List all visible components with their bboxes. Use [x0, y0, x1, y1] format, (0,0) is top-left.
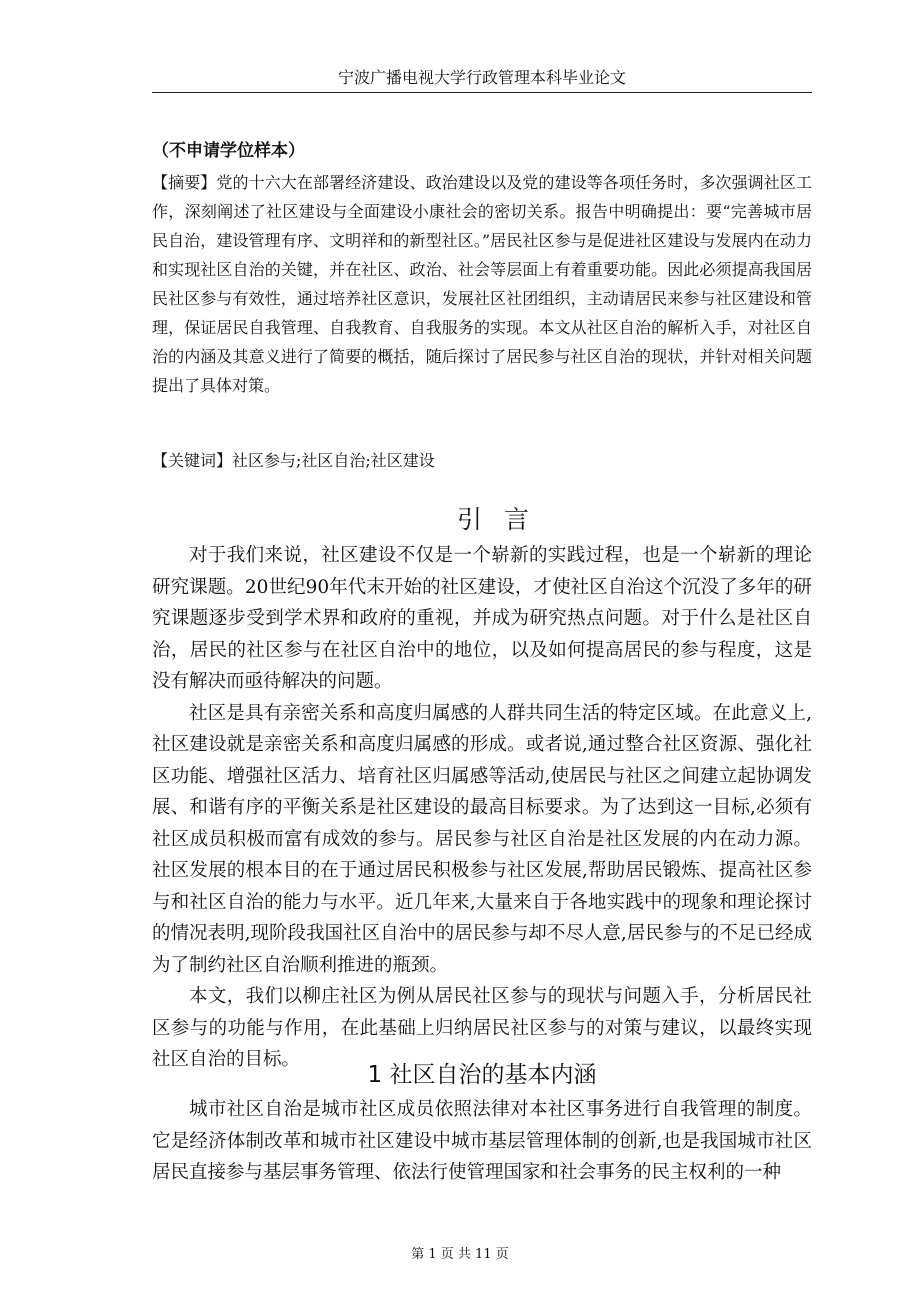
intro-paragraph: 社区是具有亲密关系和高度归属感的人群共同生活的特定区域。在此意义上,社区建设就是亲密关系和高度归属感的形成。或者说,通过整合社区资源、强化社区功能、增强社区活力、培育社区归属感等活动,使居民与社区之间建立起协调发展、和谐有序的平衡关系是社区建设的最高目标要求。为了达到这一目标,必须有社区成员积极而富有成效的参与。居民参与社区自治是社区发展的内在动力源。社区发展的根本目的在于通过居民积极参与社区发展,帮助居民锻炼、提高社区参与和社区自治的能力与水平。近几年来,大量来自于各地实践中的现象和理论探讨的情况表明,现阶段我国社区自治中的居民参与却不尽人意,居民参与的不足已经成为了制约社区自治顺利推进的瓶颈。 [152, 702, 812, 976]
sample-note: （不申请学位样本） [152, 141, 305, 161]
abstract [152, 168, 812, 400]
keywords [152, 448, 812, 474]
intro-heading: 引言 [456, 505, 551, 534]
section-1-paragraph: 城市社区自治是城市社区成员依照法律对本社区事务进行自我管理的制度。它是经济体制改革和城市社区建设中城市基层管理体制的创新,也是我国城市社区居民直接参与基层事务管理、依法行使管理国家和社会事务的民主权利的一种 [152, 1099, 812, 1183]
section-1-heading: 1 社区自治的基本内涵 [367, 1062, 597, 1088]
keywords-text: 社区参与;社区自治;社区建设 [232, 451, 435, 470]
section-1-body [152, 1094, 812, 1189]
intro-paragraph: 对于我们来说，社区建设不仅是一个崭新的实践过程，也是一个崭新的理论研究课题。20世纪90年代末开始的社区建设，才使社区自治这个沉没了多年的研究课题逐步受到学术界和政府的重视，并成为研究热点问题。对于什么是社区自治，居民的社区参与在社区自治中的地位，以及如何提高居民的参与程度，这是没有解决而亟待解决的问题。 [152, 545, 812, 692]
keywords-label: 【关键词】 [152, 451, 233, 470]
page-footer: 第 1 页 共 11 页 [411, 1247, 509, 1262]
running-header: 宁波广播电视大学行政管理本科毕业论文 [152, 66, 812, 93]
intro-body [152, 540, 812, 1076]
abstract-label: 【摘要】 [152, 173, 217, 192]
abstract-text: 党的十六大在部署经济建设、政治建设以及党的建设等各项任务时，多次强调社区工作，深刻阐述了社区建设与全面建设小康社会的密切关系。报告中明确提出：要“完善城市居民自治，建设管理有序、文明祥和的新型社区。”居民社区参与是促进社区建设与发展内在动力和实现社区自治的关键，并在社区、政治、社会等层面上有着重要功能。因此必须提高我国居民社区参与有效性，通过培养社区意识，发展社区社团组织，主动请居民来参与社区建设和管理，保证居民自我管理、自我教育、自我服务的实现。本文从社区自治的解析入手，对社区自治的内涵及其意义进行了简要的概括，随后探讨了居民参与社区自治的现状，并针对相关问题提出了具体对策。 [152, 173, 812, 395]
intro-paragraph: 本文，我们以柳庄社区为例从居民社区参与的现状与问题入手，分析居民社区参与的功能与作用，在此基础上归纳居民社区参与的对策与建议，以最终实现社区自治的目标。 [152, 986, 812, 1070]
